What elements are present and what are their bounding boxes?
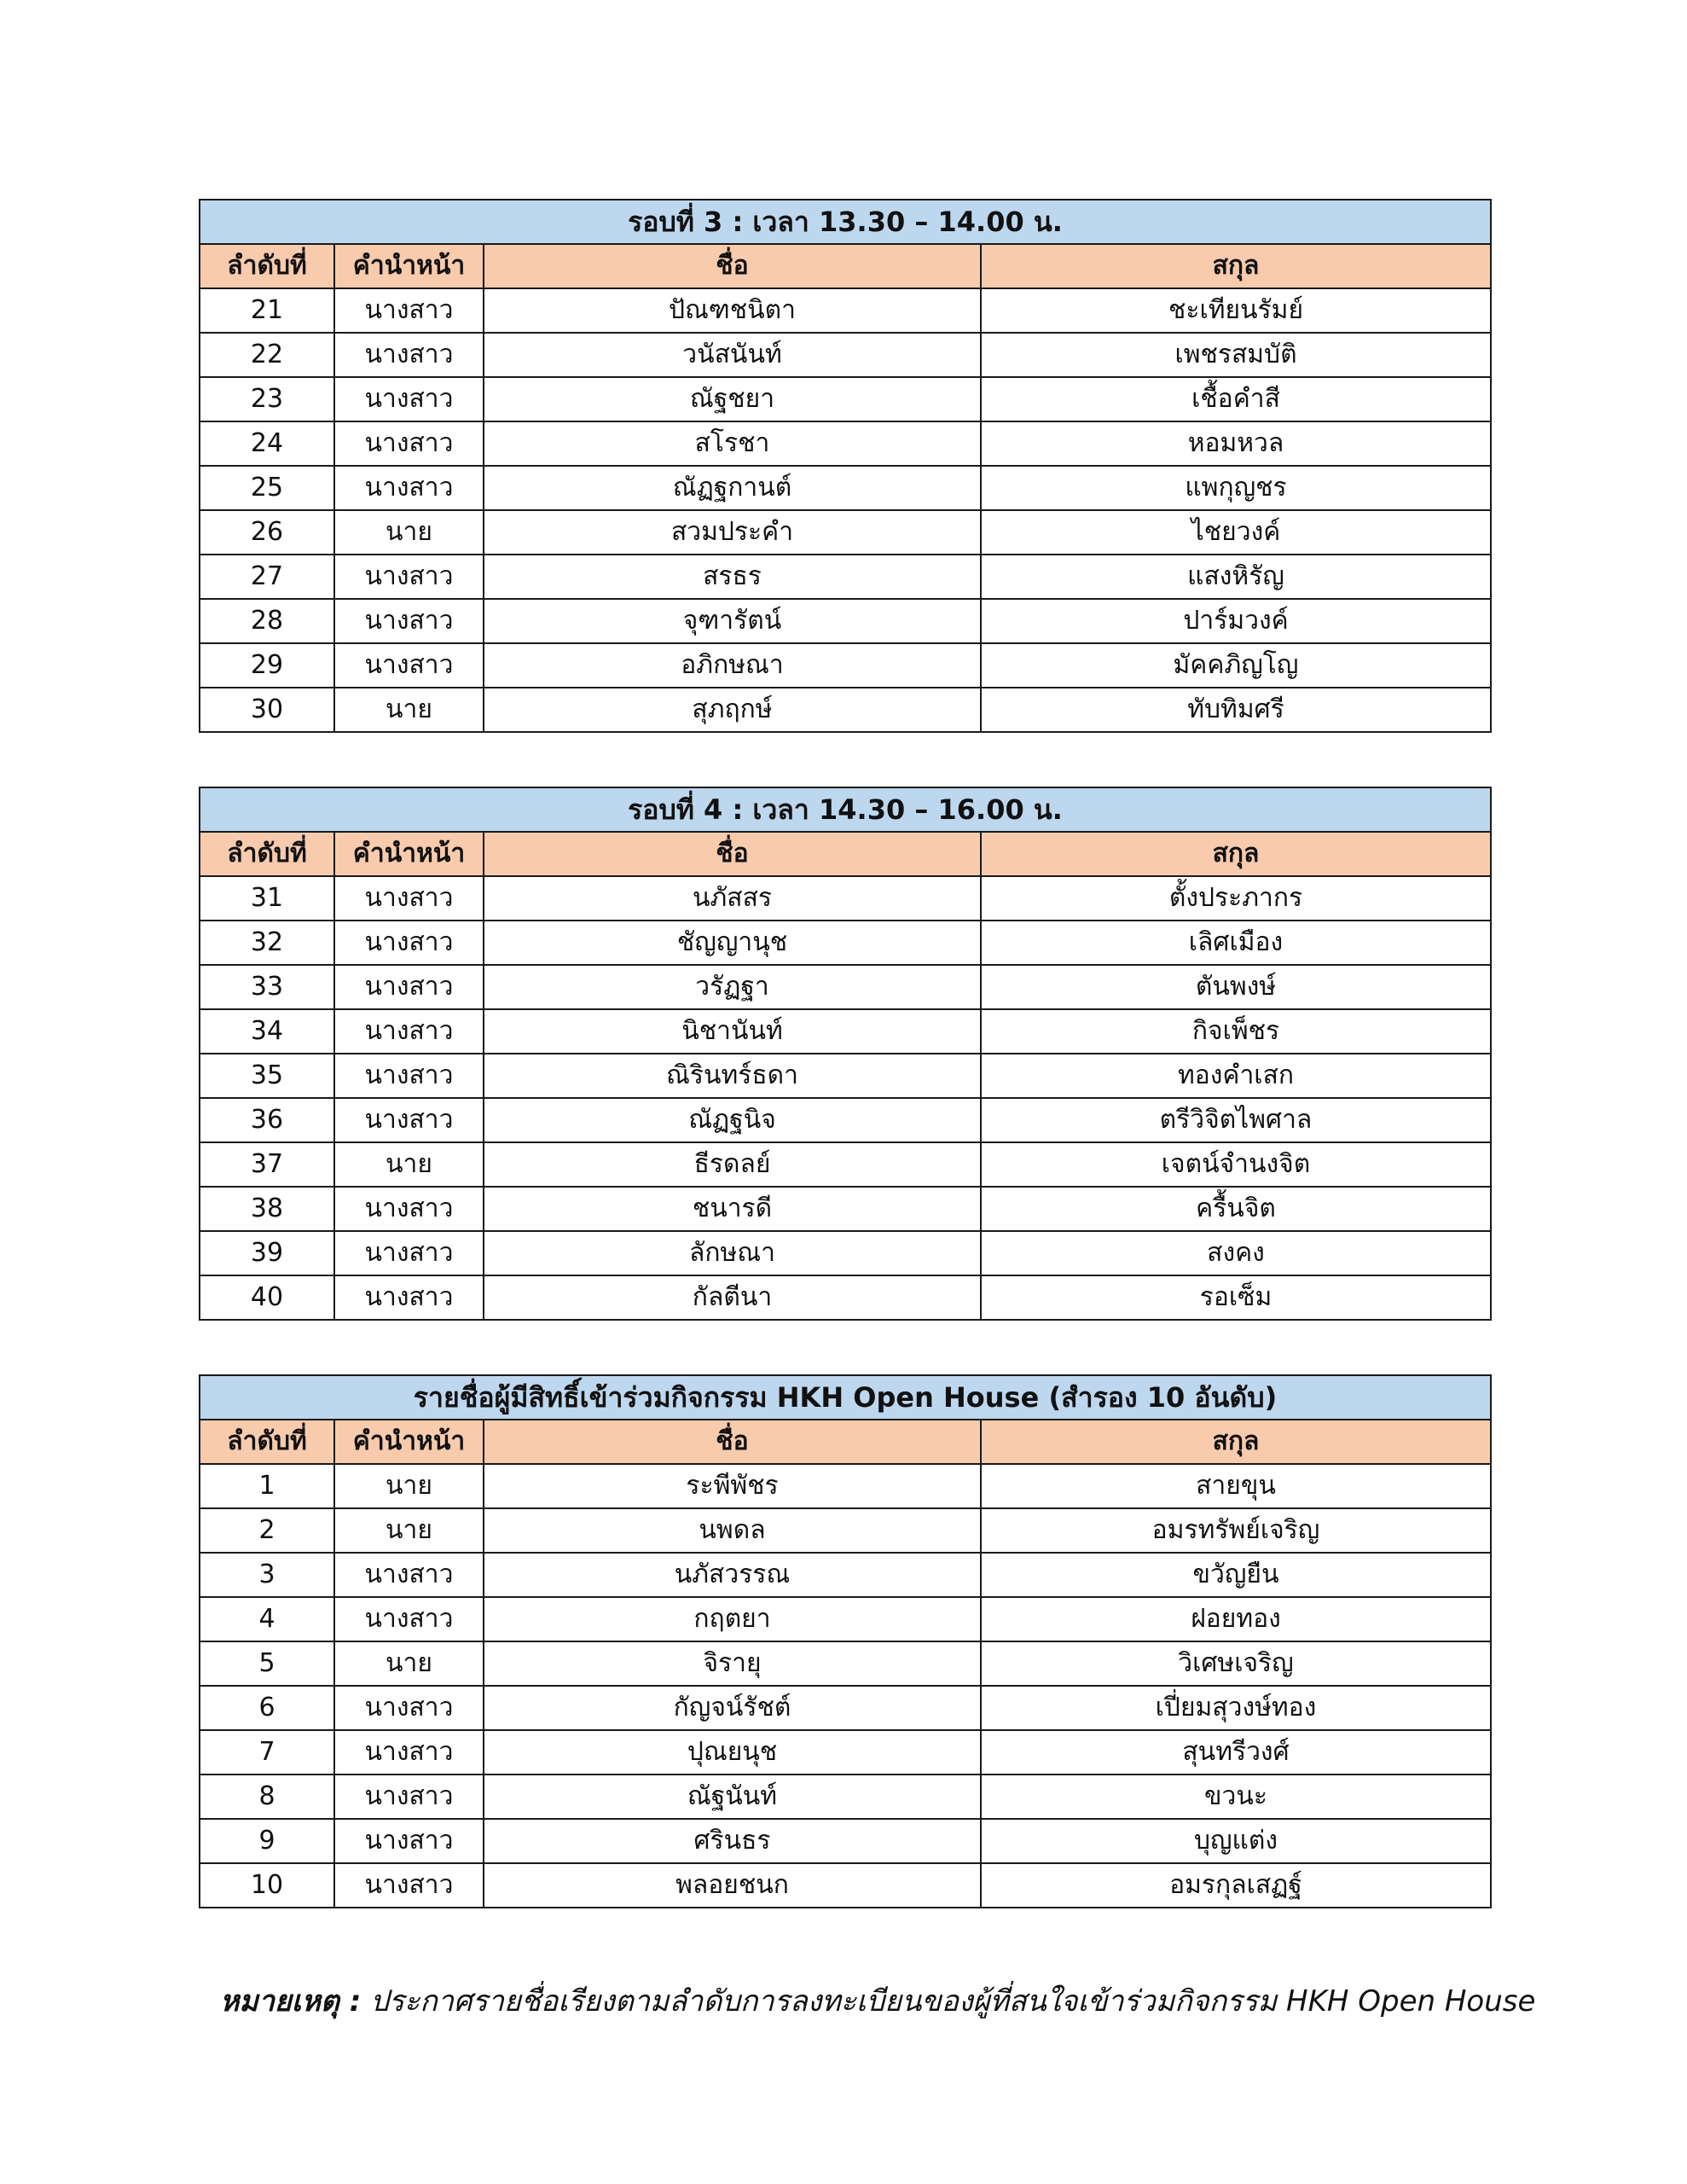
cell-no: 25 [200,466,334,510]
cell-prefix: นางสาว [334,643,484,688]
cell-no: 32 [200,921,334,965]
column-header-name: ชื่อ [484,1420,981,1464]
reserve-table [199,1374,1492,1908]
reserve-rows [200,1464,1491,1908]
cell-surname: สายขุน [981,1464,1491,1508]
cell-surname: อมรทรัพย์เจริญ [981,1508,1491,1553]
cell-no: 34 [200,1009,334,1054]
table-row [200,1819,1491,1863]
cell-surname: ตั้งประภากร [981,876,1491,921]
cell-surname: ทองคำเสก [981,1054,1491,1098]
cell-surname: วิเศษเจริญ [981,1641,1491,1686]
table-row [200,965,1491,1009]
cell-surname: ปาร์มวงค์ [981,599,1491,643]
cell-prefix: นาย [334,688,484,732]
cell-name: กฤตยา [484,1597,981,1641]
cell-surname: เพชรสมบัติ [981,333,1491,377]
cell-prefix: นางสาว [334,1686,484,1730]
cell-name: ณิรินทร์ธดา [484,1054,981,1098]
cell-surname: เลิศเมือง [981,921,1491,965]
table-row [200,1774,1491,1819]
cell-prefix: นางสาว [334,421,484,466]
cell-name: สโรชา [484,421,981,466]
round-3-title: รอบที่ 3 : เวลา 13.30 – 14.00 น. [200,200,1491,244]
cell-surname: เจตน์จำนงจิต [981,1142,1491,1187]
cell-prefix: นาย [334,1142,484,1187]
cell-name: ณัฐชยา [484,377,981,421]
table-row [200,1098,1491,1142]
reserve-title: รายชื่อผู้มีสิทธิ์เข้าร่วมกิจกรรม HKH Open House (สำรอง 10 อันดับ) [200,1375,1491,1420]
cell-no: 24 [200,421,334,466]
column-header-surname: สกุล [981,1420,1491,1464]
cell-no: 27 [200,555,334,599]
round-3-table [199,199,1492,733]
table-row [200,1054,1491,1098]
cell-prefix: นางสาว [334,1553,484,1597]
cell-surname: รอเซ็ม [981,1275,1491,1320]
cell-no: 5 [200,1641,334,1686]
cell-prefix: นางสาว [334,288,484,333]
table-row [200,1553,1491,1597]
cell-surname: บุญแต่ง [981,1819,1491,1863]
cell-prefix: นางสาว [334,1774,484,1819]
cell-name: นภัสวรรณ [484,1553,981,1597]
cell-prefix: นางสาว [334,333,484,377]
table-row [200,876,1491,921]
cell-name: ศรินธร [484,1819,981,1863]
cell-prefix: นางสาว [334,1098,484,1142]
cell-no: 2 [200,1508,334,1553]
table-row [200,555,1491,599]
cell-prefix: นาย [334,510,484,555]
cell-no: 3 [200,1553,334,1597]
cell-no: 1 [200,1464,334,1508]
cell-name: วรัฏฐา [484,965,981,1009]
cell-no: 22 [200,333,334,377]
reserve-title-row [200,1375,1491,1420]
cell-prefix: นางสาว [334,965,484,1009]
table-row [200,688,1491,732]
table-row [200,333,1491,377]
table-row [200,1142,1491,1187]
cell-surname: แสงหิรัญ [981,555,1491,599]
footnote [220,1978,1535,2024]
cell-no: 21 [200,288,334,333]
table-row [200,1730,1491,1774]
cell-prefix: นางสาว [334,1730,484,1774]
column-header-no: ลำดับที่ [200,832,334,876]
cell-surname: เปี่ยมสุวงษ์ทอง [981,1686,1491,1730]
round3-rows [200,288,1491,732]
cell-prefix: นางสาว [334,555,484,599]
cell-name: ปัณฑชนิตา [484,288,981,333]
cell-surname: ฝอยทอง [981,1597,1491,1641]
cell-name: จุฑารัตน์ [484,599,981,643]
cell-prefix: นางสาว [334,876,484,921]
cell-prefix: นางสาว [334,1187,484,1231]
cell-surname: อมรกุลเสฏฐ์ [981,1863,1491,1908]
column-header-no: ลำดับที่ [200,244,334,288]
cell-name: สรธร [484,555,981,599]
table-row [200,1508,1491,1553]
cell-no: 6 [200,1686,334,1730]
cell-name: ณัฏฐนิจ [484,1098,981,1142]
cell-no: 33 [200,965,334,1009]
cell-prefix: นางสาว [334,1597,484,1641]
cell-surname: ครื้นจิต [981,1187,1491,1231]
column-header-prefix: คำนำหน้า [334,832,484,876]
table-row [200,421,1491,466]
table-row [200,599,1491,643]
cell-no: 30 [200,688,334,732]
cell-no: 38 [200,1187,334,1231]
table-row [200,1231,1491,1275]
cell-prefix: นางสาว [334,1231,484,1275]
cell-surname: สุนทรีวงศ์ [981,1730,1491,1774]
column-header-surname: สกุล [981,832,1491,876]
cell-prefix: นางสาว [334,1819,484,1863]
column-header-name: ชื่อ [484,832,981,876]
table-row [200,1597,1491,1641]
cell-surname: ทับทิมศรี [981,688,1491,732]
column-header-name: ชื่อ [484,244,981,288]
cell-no: 26 [200,510,334,555]
cell-no: 28 [200,599,334,643]
cell-name: ชนารดี [484,1187,981,1231]
round-4-header-row [200,832,1491,876]
cell-prefix: นางสาว [334,921,484,965]
cell-name: วนัสนันท์ [484,333,981,377]
cell-prefix: นาย [334,1508,484,1553]
cell-prefix: นาย [334,1641,484,1686]
table-row [200,1863,1491,1908]
cell-no: 39 [200,1231,334,1275]
cell-prefix: นาย [334,1464,484,1508]
table-row [200,510,1491,555]
cell-no: 8 [200,1774,334,1819]
round-3-title-row [200,200,1491,244]
column-header-prefix: คำนำหน้า [334,244,484,288]
cell-name: พลอยชนก [484,1863,981,1908]
column-header-no: ลำดับที่ [200,1420,334,1464]
column-header-prefix: คำนำหน้า [334,1420,484,1464]
cell-surname: ไชยวงค์ [981,510,1491,555]
table-row [200,1275,1491,1320]
footnote-text: ประกาศรายชื่อเรียงตามลำดับการลงทะเบียนของผู้ที่สนใจเข้าร่วมกิจกรรม HKH Open House [370,1984,1536,2018]
cell-no: 36 [200,1098,334,1142]
table-row [200,643,1491,688]
cell-surname: เชื้อคำสี [981,377,1491,421]
cell-surname: กิจเพ็ชร [981,1009,1491,1054]
cell-no: 7 [200,1730,334,1774]
table-row [200,1464,1491,1508]
cell-no: 40 [200,1275,334,1320]
cell-surname: สงคง [981,1231,1491,1275]
cell-surname: หอมหวล [981,421,1491,466]
cell-prefix: นางสาว [334,466,484,510]
cell-name: จิรายุ [484,1641,981,1686]
table-row [200,1641,1491,1686]
table-row [200,377,1491,421]
cell-surname: ขวนะ [981,1774,1491,1819]
cell-name: นภัสสร [484,876,981,921]
table-row [200,1686,1491,1730]
cell-surname: แพกุญชร [981,466,1491,510]
cell-name: ณัฐนันท์ [484,1774,981,1819]
table-row [200,1187,1491,1231]
cell-name: ปุณยนุช [484,1730,981,1774]
cell-name: สุภฤกษ์ [484,688,981,732]
cell-name: ระพีพัชร [484,1464,981,1508]
cell-name: กัลตีนา [484,1275,981,1320]
cell-prefix: นางสาว [334,1863,484,1908]
cell-surname: ขวัญยืน [981,1553,1491,1597]
cell-surname: มัคคภิญโญ [981,643,1491,688]
reserve-header-row [200,1420,1491,1464]
cell-name: สวมประคำ [484,510,981,555]
cell-prefix: นางสาว [334,1275,484,1320]
table-row [200,466,1491,510]
cell-no: 10 [200,1863,334,1908]
cell-prefix: นางสาว [334,599,484,643]
round-4-title: รอบที่ 4 : เวลา 14.30 – 16.00 น. [200,787,1491,832]
cell-prefix: นางสาว [334,1054,484,1098]
cell-prefix: นางสาว [334,1009,484,1054]
cell-name: อภิกษณา [484,643,981,688]
cell-name: นพดล [484,1508,981,1553]
column-header-surname: สกุล [981,244,1491,288]
cell-prefix: นางสาว [334,377,484,421]
table-row [200,921,1491,965]
round4-rows [200,876,1491,1320]
cell-name: ณัฏฐกานต์ [484,466,981,510]
cell-no: 29 [200,643,334,688]
round-3-header-row [200,244,1491,288]
cell-name: ลักษณา [484,1231,981,1275]
cell-name: นิชานันท์ [484,1009,981,1054]
cell-no: 23 [200,377,334,421]
cell-no: 35 [200,1054,334,1098]
table-row [200,1009,1491,1054]
cell-name: ธีรดลย์ [484,1142,981,1187]
cell-no: 4 [200,1597,334,1641]
cell-no: 37 [200,1142,334,1187]
round-4-table [199,787,1492,1321]
cell-surname: ตรีวิจิตไพศาล [981,1098,1491,1142]
round-4-title-row [200,787,1491,832]
cell-surname: ตันพงษ์ [981,965,1491,1009]
cell-surname: ชะเทียนรัมย์ [981,288,1491,333]
cell-name: กัญจน์รัชต์ [484,1686,981,1730]
cell-no: 9 [200,1819,334,1863]
table-row [200,288,1491,333]
footnote-label: หมายเหตุ : [220,1984,362,2018]
cell-no: 31 [200,876,334,921]
cell-name: ชัญญานุช [484,921,981,965]
